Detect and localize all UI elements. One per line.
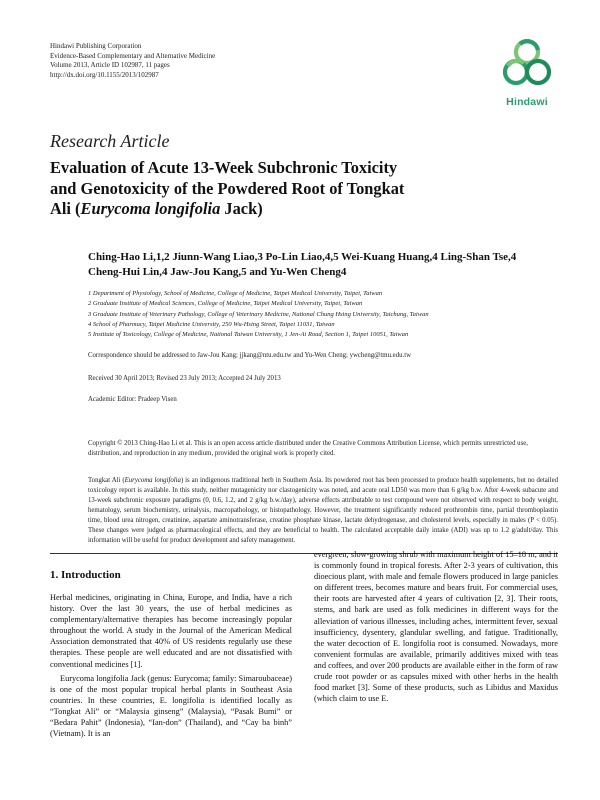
author-line-1: Ching-Hao Li,1,2 Jiunn-Wang Liao,3 Po-Lin Liao,4,5 Wei-Kuang Huang,4 Ling-Shan Tse,4 xyxy=(88,251,517,263)
author-list xyxy=(88,250,568,280)
article-title xyxy=(50,158,530,220)
author-line-2: Cheng-Hui Lin,4 Jaw-Jou Kang,5 and Yu-Wen Cheng4 xyxy=(88,266,347,278)
body-column-right xyxy=(314,549,558,704)
hindawi-logo-text: Hindawi xyxy=(506,96,548,108)
title-line-2: and Genotoxicity of the Powdered Root of Tongkat xyxy=(50,178,405,198)
copyright-notice: Copyright © 2013 Ching-Hao Li et al. This is an open access article distributed under the Creative Commons Attribution License, which permits unrestricted use, distribution, and reproduction in any medium, provided the original work is properly cited. xyxy=(88,440,528,457)
title-line-1: Evaluation of Acute 13-Week Subchronic Toxicity xyxy=(50,158,398,177)
section-heading: 1. Introduction xyxy=(50,569,121,581)
abstract: Tongkat Ali (Eurycoma longifolia) is an indigenous traditional herb in Southern Asia. Its powdered root has been processed to produce health supplements, but no detailed toxicology report is available. In this study, neither mutagenicity nor clastogenicity was noted, and acute oral LD50 was more than 6 g/kg b.w. After 4-week subacute and 13-week subchronic exposure paradigms (0, 0.6, 1.2, and 2 g/kg b.w./day), adverse effects attributable to test compound were not observed with respect to body weight, hematology, serum biochemistry, urinalysis, macropathology, or histopathology. However, the treatment significantly reduced prothrombin time, partial thromboplastin time, blood urea nitrogen, creatinine, aspartate aminotransferase, creatine phosphate kinase, lactate dehydrogenase, and cholesterol levels, especially in males (P < 0.05). These changes were judged as pharmacological effects, and they are beneficial to health. The calculated acceptable daily intake (ADI) was up to 1.2 g/adult/day. This information will be useful for product development and safety management. xyxy=(88,477,558,544)
affiliation-item: 1 Department of Physiology, School of Medicine, College of Medicine, Taipei Medical University, Taipei, Taiwan xyxy=(88,290,383,297)
volume-info: Volume 2013, Article ID 102987, 11 pages xyxy=(50,61,170,69)
article-type: Research Article xyxy=(50,131,170,151)
body-paragraph: Eurycoma longifolia Jack (genus: Eurycoma; family: Simaroubaceae) is one of the most popular tropical herbal plants in Southeast Asia countries. In these countries, E. longifolia is identified locally as “Tongkat Ali” or “Malaysia ginseng” (Malaysia), “Pasak Bumi” or “Bedara Pahit” (Indonesia), “Ian-don” (Thailand), and “Cay ba binh” (Vietnam). It is an xyxy=(50,673,292,739)
academic-editor: Academic Editor: Pradeep Visen xyxy=(88,396,177,403)
body-paragraph: Herbal medicines, originating in China, Europe, and India, have a rich history. Over the last 30 years, the use of herbal medicines as complementary/alternative therapies has become increasingly popular throughout the world. A study in the Journal of the American Medical Association demonstrated that 40% of US residents regularly use these therapies. These people are well educated and are not dissatisfied with conventional medicines [1]. xyxy=(50,593,292,669)
affiliation-item: 4 School of Pharmacy, Taipei Medicine University, 250 Wu-Hsing Street, Taipei 11031, Taiwan xyxy=(88,320,335,328)
correspondence: Correspondence should be addressed to Jaw-Jou Kang; jjkang@ntu.edu.tw and Yu-Wen Cheng; ywcheng@tmu.edu.tw xyxy=(88,352,411,359)
body-column-left xyxy=(50,592,292,739)
body-paragraph: evergreen, slow-growing shrub with maximum height of 15–18 m, and it is commonly found in tropical forests. After 2-3 years of cultivation, this dioecious plant, with male and female flowers produced in large panicles on different trees, becomes mature and bears fruit. For commercial uses, their roots are harvested after 4 years of cultivation [2, 3]. Their roots, stems, and bark are used as folk medicines in different ways for the alleviation of various illnesses, including aches, intermittent fever, sexual insufficiency, dysentery, glandular swelling, and fatigue. Traditionally, the water decoction of E. longifolia root is consumed. Nowadays, more convenient formulas are available, primarily additives mixed with teas and coffees, and over 200 products are available either in the form of raw crude root powder or as capsules mixed with other herbs in the health food market [3]. Some of these products, such as Libidus and Maxidus (which claim to use E. xyxy=(314,550,558,704)
publisher-name: Hindawi Publishing Corporation xyxy=(50,42,142,50)
hindawi-rings-icon xyxy=(496,36,558,94)
doi-link[interactable]: http://dx.doi.org/10.1155/2013/102987 xyxy=(50,70,159,79)
received-dates: Received 30 April 2013; Revised 23 July 2013; Accepted 24 July 2013 xyxy=(88,375,281,382)
affiliation-item: 3 Graduate Institute of Veterinary Pathology, College of Veterinary Medicine, National Chung Hsing University, Taichung, Taiwan xyxy=(88,310,429,318)
title-line-3: Ali (Eurycoma longifolia Jack) xyxy=(50,199,263,218)
affiliation-item: 2 Graduate Institute of Medical Sciences, College of Medicine, Taipei Medical University, Taipei, Taiwan xyxy=(88,300,363,308)
hindawi-logo xyxy=(496,36,558,108)
species-name: Eurycoma longifolia xyxy=(80,199,221,218)
affiliation-item: 5 Institute of Toxicology, College of Medicine, National Taiwan University, 1 Jen-Ai Road, Section 1, Taipei 10051, Taiwan xyxy=(88,331,409,339)
publication-info xyxy=(50,42,380,80)
affiliation-list xyxy=(88,289,558,340)
journal-name: Evidence-Based Complementary and Alternative Medicine xyxy=(50,51,216,60)
